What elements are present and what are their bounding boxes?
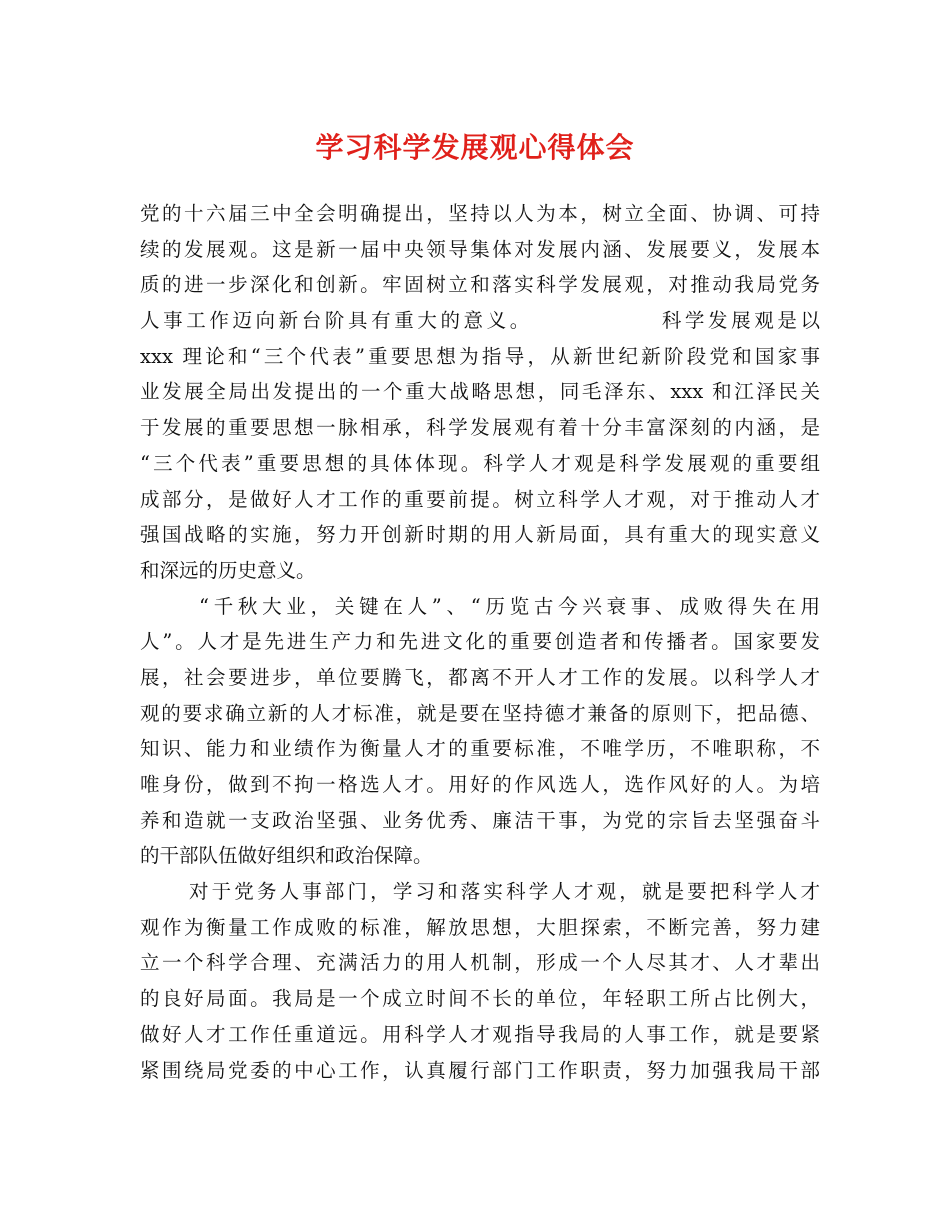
body-text-line: 和深远的历史意义。 (140, 558, 316, 582)
body-text-line: 成部分，是做好人才工作的重要前提。树立科学人才观，对于推动人才 (140, 487, 820, 511)
body-text-line: 做好人才工作任重道远。用科学人才观指导我局的人事工作，就是要紧 (140, 1022, 820, 1046)
body-text-line: 观的要求确立新的人才标准，就是要在坚持德才兼备的原则下，把品德、 (140, 701, 820, 725)
body-text-line: 党的十六届三中全会明确提出，坚持以人为本，树立全面、协调、可持 (140, 202, 820, 225)
body-text-line: 立一个科学合理、充满活力的用人机制，形成一个人尽其才、人才辈出 (140, 951, 820, 975)
body-text-line: 质的进一步深化和创新。牢固树立和落实科学发展观，对推动我局党务 (140, 273, 820, 297)
body-text-line: 人”。人才是先进生产力和先进文化的重要创造者和传播者。国家要发 (140, 630, 820, 654)
body-text-line: 业发展全局出发提出的一个重大战略思想，同毛泽东、xxx 和江泽民关 (140, 380, 820, 404)
document-body (140, 196, 820, 1088)
body-text-line: 强国战略的实施，努力开创新时期的用人新局面，具有重大的现实意义 (140, 523, 820, 547)
body-text-line: 对于党务人事部门，学习和落实科学人才观，就是要把科学人才 (189, 880, 820, 904)
body-text-line: 的干部队伍做好组织和政治保障。 (140, 844, 433, 868)
body-text-line: 的良好局面。我局是一个成立时间不长的单位，年轻职工所占比例大， (140, 987, 820, 1011)
body-text-line: 紧围绕局党委的中心工作，认真履行部门工作职责，努力加强我局干部 (140, 1058, 820, 1082)
body-text-line: “千秋大业，关键在人”、“历览古今兴衰事、成败得失在用 (199, 594, 820, 618)
body-text-line: 人事工作迈向新台阶具有重大的意义。 科学发展观是以 (140, 309, 820, 333)
body-text-line: “三个代表”重要思想的具体体现。科学人才观是科学发展观的重要组 (140, 451, 820, 475)
body-text-line: xxx 理论和“三个代表”重要思想为指导，从新世纪新阶段党和国家事 (140, 344, 820, 368)
body-text-line: 于发展的重要思想一脉相承，科学发展观有着十分丰富深刻的内涵，是 (140, 416, 820, 440)
body-text-line: 观作为衡量工作成败的标准，解放思想，大胆探索，不断完善，努力建 (140, 915, 820, 939)
body-text-line: 养和造就一支政治坚强、业务优秀、廉洁干事，为党的宗旨去坚强奋斗 (140, 808, 820, 832)
body-text-line: 续的发展观。这是新一届中央领导集体对发展内涵、发展要义，发展本 (140, 237, 820, 261)
body-text-line: 展，社会要进步，单位要腾飞，都离不开人才工作的发展。以科学人才 (140, 665, 820, 689)
body-text-line: 知识、能力和业绩作为衡量人才的重要标准，不唯学历，不唯职称，不 (140, 737, 820, 761)
body-text-line: 唯身份，做到不拘一格选人才。用好的作风选人，选作风好的人。为培 (140, 773, 820, 796)
document-title: 学习科学发展观心得体会 (315, 131, 635, 164)
